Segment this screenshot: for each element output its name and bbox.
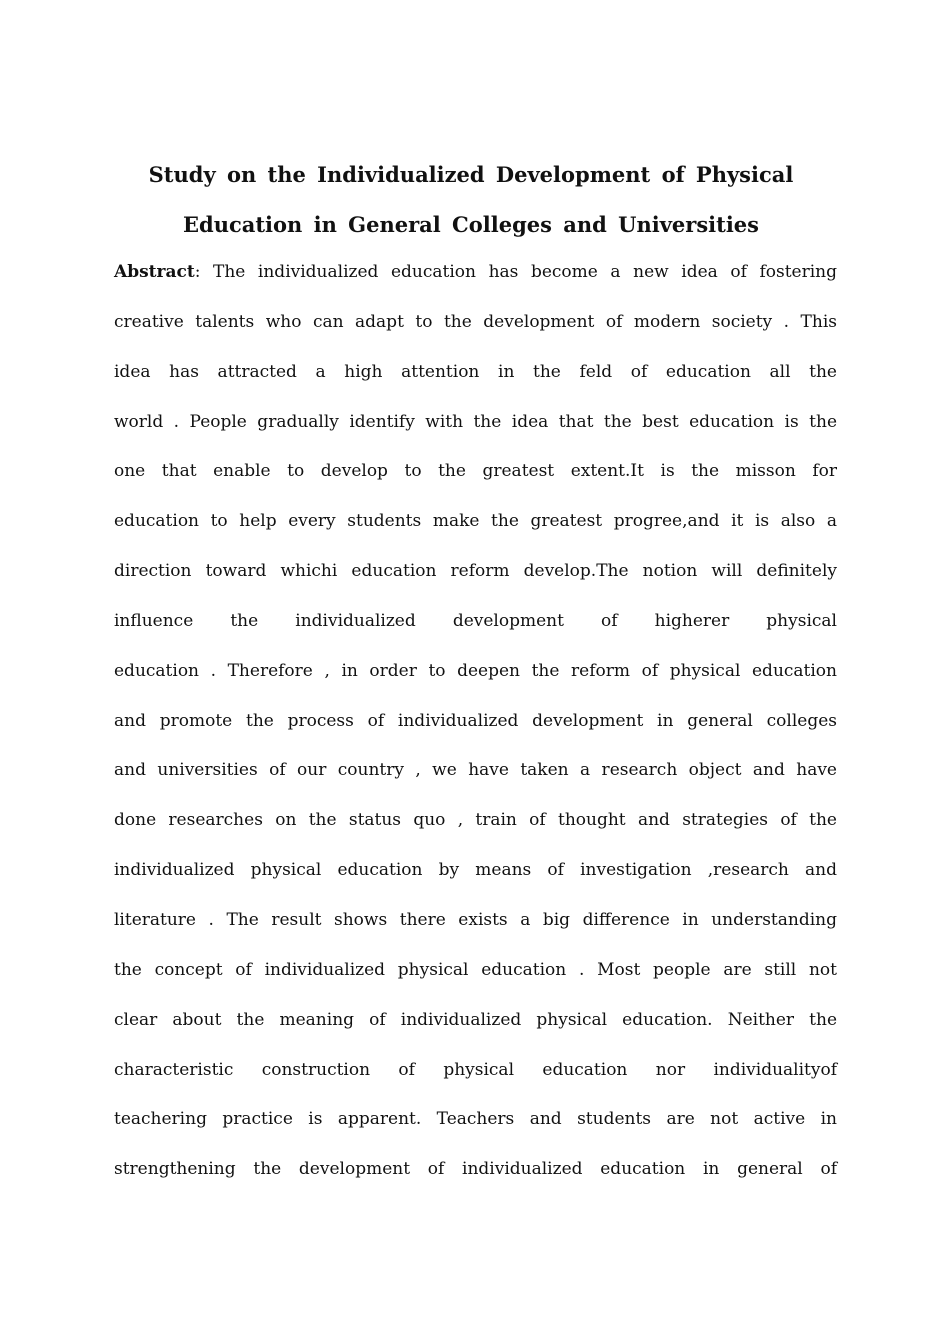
- abstract-line-text: The individualized education has become a new idea of fostering: [213, 262, 837, 282]
- abstract-line: education . Therefore , in order to deepen the reform of physical education: [114, 660, 837, 681]
- abstract-separator: :: [194, 262, 201, 282]
- abstract-line: clear about the meaning of individualized physical education. Neither the: [114, 1009, 837, 1030]
- abstract-line: idea has attracted a high attention in the feld of education all the: [114, 361, 837, 382]
- abstract-line: and promote the process of individualized development in general colleges: [114, 710, 837, 731]
- title-line-2: Education in General Colleges and Universities: [183, 212, 759, 237]
- abstract-line: education to help every students make the greatest progree,and it is also a: [114, 511, 837, 532]
- abstract-line: influence the individualized development of higherer physical: [114, 610, 837, 631]
- abstract-line: world . People gradually identify with the idea that the best education is the: [114, 411, 837, 432]
- abstract-label: Abstract: [114, 262, 195, 282]
- abstract-line: done researches on the status quo , train of thought and strategies of the: [114, 810, 837, 831]
- abstract-line: direction toward whichi education reform develop.The notion will definitely: [114, 561, 837, 582]
- abstract-line: individualized physical education by means of investigation ,research and: [114, 860, 837, 881]
- abstract-line: characteristic construction of physical education nor individualityof: [114, 1059, 837, 1080]
- abstract-block: [114, 248, 837, 1195]
- abstract-line: one that enable to develop to the greatest extent.It is the misson for: [114, 461, 837, 482]
- title-line-1: Study on the Individualized Development of Physical: [148, 162, 794, 187]
- abstract-line: and universities of our country , we have taken a research object and have: [114, 760, 837, 781]
- paper-title: [100, 150, 842, 250]
- abstract-line: creative talents who can adapt to the development of modern society . This: [114, 311, 837, 332]
- abstract-line: [114, 248, 837, 298]
- abstract-line: the concept of individualized physical education . Most people are still not: [114, 959, 837, 980]
- abstract-line: literature . The result shows there exists a big difference in understanding: [114, 909, 837, 930]
- abstract-line: teachering practice is apparent. Teachers and students are not active in: [114, 1109, 837, 1130]
- abstract-line: strengthening the development of individualized education in general of: [114, 1159, 837, 1180]
